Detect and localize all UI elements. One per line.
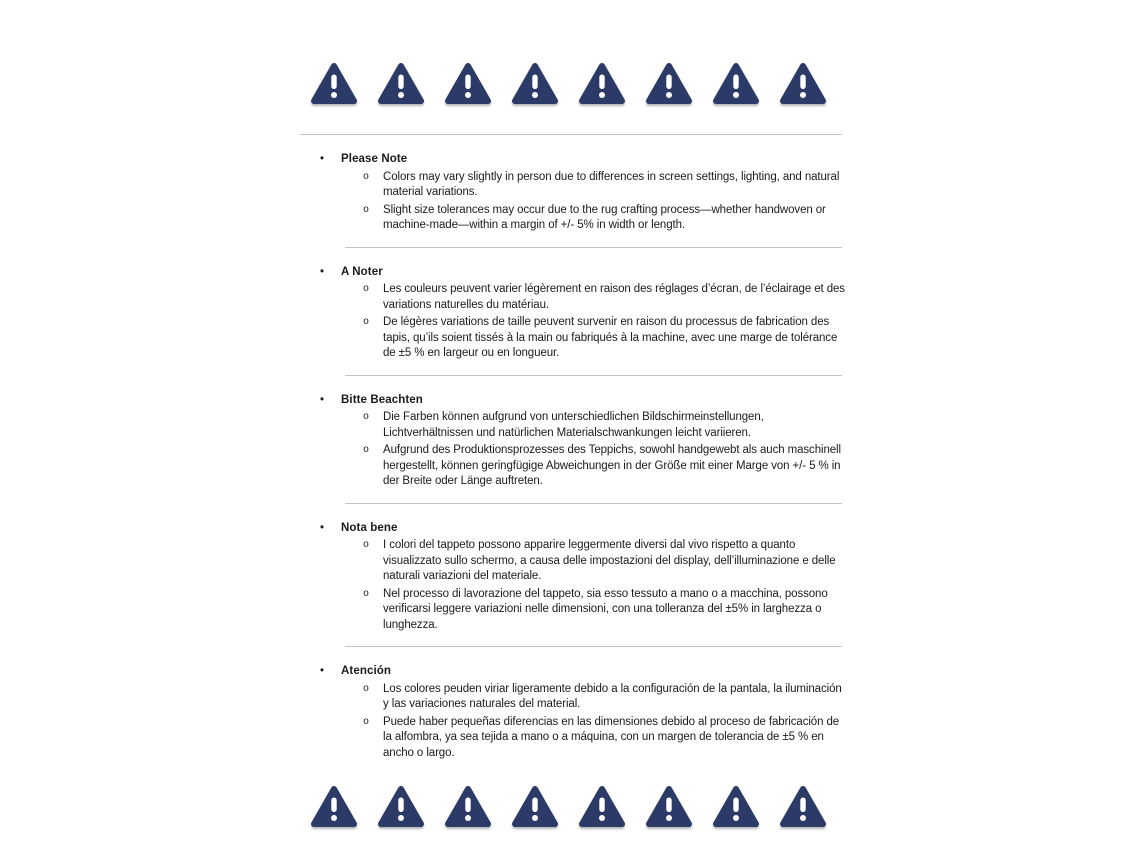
notice-section-spanish	[300, 664, 845, 761]
warning-triangle-row-top	[310, 0, 1145, 110]
bullet-marker: •	[320, 153, 325, 165]
warning-triangle-icon	[578, 783, 626, 833]
notice-text: Les couleurs peuvent varier légèrement en raison des réglages d’écran, de l’éclairage et des variations naturelles du matériau.	[383, 283, 845, 311]
notice-text: Puede haber pequeñas diferencias en las dimensiones debido al proceso de fabricación de la alfombra, ya sea tejida a mano o a máquina, con un margen de tolerancia de ±5 % en ancho o largo.	[383, 715, 840, 759]
warning-triangle-icon	[645, 60, 693, 110]
warning-triangle-icon	[444, 60, 492, 110]
warning-triangle-icon	[377, 60, 425, 110]
notice-section-italian	[300, 521, 845, 634]
notice-text: Aufgrund des Produktionsprozesses des Teppichs, sowohl handgewebt als auch maschinell hergestellt, können geringfügige Abweichungen in der Größe mit einer Marge von +/- 5 % in der Breite oder Länge auftreten.	[383, 444, 841, 487]
sub-bullet-marker: o	[363, 317, 370, 328]
section-heading-german: Bitte Beachten	[341, 393, 423, 406]
notice-text: Colors may vary slightly in person due to differences in screen settings, lighting, and natural material variations.	[383, 170, 840, 198]
warning-triangle-icon	[779, 60, 827, 110]
divider-top	[300, 134, 842, 135]
sub-bullet-marker: o	[363, 412, 370, 423]
sub-bullet-marker: o	[363, 284, 370, 295]
section-heading-english: Please Note	[341, 153, 408, 165]
notice-text: Nel processo di lavorazione del tappeto, sia esso tessuto a mano o a macchina, possono verificarsi leggere variazioni nelle dimensioni, con una tolleranza del ±5% in larghezza o lunghezza.	[383, 587, 828, 631]
bullet-marker: •	[320, 393, 325, 406]
notice-text: De légères variations de taille peuvent survenir en raison du processus de fabrication des tapis, qu’ils soient tissés à la main ou fabriqués à la machine, avec une marge de tolérance de ±5 % en largeur ou en longueur.	[383, 316, 838, 359]
section-heading-french: A Noter	[341, 265, 383, 278]
notice-text: Die Farben können aufgrund von unterschiedlichen Bildschirmeinstellungen, Lichtverhältnissen und natürlichen Materialschwankungen leicht variieren.	[383, 411, 764, 439]
notice-section-german	[300, 393, 845, 490]
divider	[345, 503, 842, 504]
warning-triangle-icon	[444, 783, 492, 833]
sub-bullet-marker: o	[363, 588, 370, 600]
notice-text: I colori del tappeto possono apparire leggermente diversi dal vivo rispetto a quanto visualizzato sullo schermo, a causa delle impostazioni del display, dell’illuminazione e delle naturali variazioni del materiale.	[383, 539, 836, 582]
bullet-marker: •	[320, 265, 325, 278]
bullet-marker: •	[320, 521, 325, 534]
section-heading-spanish: Atención	[341, 665, 391, 677]
warning-triangle-icon	[511, 60, 559, 110]
sub-bullet-marker: o	[363, 204, 370, 216]
sub-bullet-marker: o	[363, 445, 370, 456]
warning-triangle-icon	[712, 60, 760, 110]
sub-bullet-marker: o	[363, 716, 370, 728]
notice-text: Slight size tolerances may occur due to the rug crafting process—whether handwoven or machine-made—within a margin of +/- 5% in width or length.	[383, 203, 826, 231]
warning-triangle-row-bottom	[310, 783, 1145, 833]
divider	[345, 646, 842, 647]
divider	[345, 247, 842, 248]
divider	[345, 375, 842, 376]
warning-triangle-icon	[377, 783, 425, 833]
notice-text: Los colores peuden viriar ligeramente debido a la configuración de la pantala, la iluminación y las variaciones naturales del material.	[383, 682, 842, 710]
warning-triangle-icon	[578, 60, 626, 110]
warning-triangle-icon	[310, 783, 358, 833]
warning-triangle-icon	[511, 783, 559, 833]
notice-section-english	[300, 152, 845, 234]
sub-bullet-marker: o	[363, 683, 370, 695]
sub-bullet-marker: o	[363, 171, 370, 183]
notice-section-french	[300, 265, 845, 362]
bullet-marker: •	[320, 665, 325, 677]
sub-bullet-marker: o	[363, 540, 370, 551]
warning-triangle-icon	[645, 783, 693, 833]
warning-triangle-icon	[310, 60, 358, 110]
warning-triangle-icon	[779, 783, 827, 833]
warning-triangle-icon	[712, 783, 760, 833]
section-heading-italian: Nota bene	[341, 521, 398, 534]
